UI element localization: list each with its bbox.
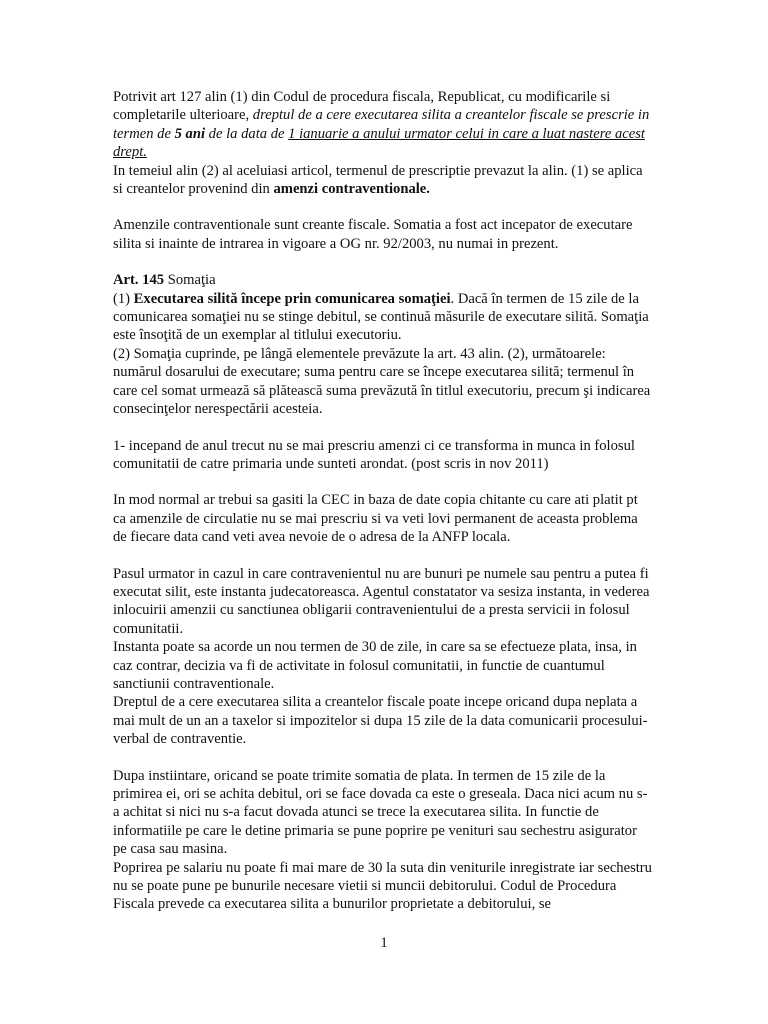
text-run: Potrivit art 127 alin (1) din Codul de procedura fiscala, Republicat, cu modificarile si completarile ulterioare, — [113, 89, 611, 124]
paragraph-cec-receipt: In mod normal ar trebui sa gasiti la CEC in baza de date copia chitante cu care ati platit pt ca amenzile de circulatie nu se mai prescriu si va veti lovi permanent de aceasta problema de fiecare data cand veti avea nevoie de o adresa de la ANFP locala. — [113, 492, 638, 546]
bold-term: amenzi contraventionale. — [273, 181, 430, 198]
paragraph-fiscal-claims: Amenzile contraventionale sunt creante fiscale. Somatia a fost act incepator de executare silita si inainte de intrarea in vigoare a OG nr. 92/2003, nu numai in prezent. — [113, 217, 633, 252]
text-run: (1) — [113, 290, 134, 307]
paragraph-prescription — [113, 162, 653, 199]
article-number: Art. 145 — [113, 272, 165, 289]
underlined-date: 1 ianuarie a anului urmator celui in care a luat nastere acest drept. — [113, 125, 645, 161]
article-title: Somaţia — [164, 272, 216, 289]
text-run: . Dacă în termen de 15 zile de la comunicarea somaţiei nu se stinge debitul, se continuă măsurile de executare silită. Somaţia este însoţită de un exemplar al titlului executoriu. — [113, 290, 649, 344]
article-paragraph-2: (2) Somaţia cuprinde, pe lângă elementele prevăzute la art. 43 alin. (2), următoarele: numărul dosarului de executare; suma pentru care se începe executarea silită; termenul în care cel somat urmează să plătească suma prevăzută în titlul executoriu, precum şi indicarea consecinţelor nerespectării acesteia. — [113, 345, 651, 418]
text-run: dreptul de a cere executarea silita a creantelor fiscale se prescrie in termen de — [113, 107, 650, 142]
spacer — [113, 419, 653, 437]
paragraph-notice: Dupa instiintare, oricand se poate trimite somatia de plata. In termen de 15 zile de la primirea ei, ori se achita debitul, ori se face dovada ca este o greseala. Daca nici acum nu s-a achitat si nici nu s-a facut dovada atunci se trece la executarea silita. In functie de informatiile pe care le detine primaria se pune poprire pe venituri sau sechestru asigurator pe casa sau masina. — [113, 767, 648, 858]
paragraph-enforcement-right: Dreptul de a cere executarea silita a creantelor fiscale poate incepe oricand dupa neplata a mai mult de un an a taxelor si impozitelor si dupa 15 zile de la data comunicarii procesului-verbal de contraventie. — [113, 694, 648, 748]
page-number: 1 — [380, 935, 388, 951]
text-run: In temeiul alin (2) al aceluiasi articol, termenul de prescriptie prevazut la alin. (1) se aplica si creantelor provenind din — [113, 162, 643, 198]
text-run: de la data de — [205, 125, 289, 142]
paragraph-new-term: Instanta poate sa acorde un nou termen de 30 de zile, in care sa se efectueze plata, insa, in caz contrar, decizia va fi de activitate in folosul comunitatii, in functie de cuantumul sanctiunii contraventionale. — [113, 639, 637, 692]
spacer — [113, 253, 653, 271]
paragraph-court-step: Pasul urmator in cazul in care contravenientul nu are bunuri pe numele sau pentru a putea fi executat silit, este instanta judecatoreasca. Agentul constatator va sesiza instanta, in vederea inlocuirii amenzii cu sanctiunea obligarii contravenientului de a presta servicii in folosul comunitatii. — [113, 565, 650, 637]
article-paragraph-1 — [113, 290, 653, 345]
bold-term: 5 ani — [174, 125, 206, 142]
spacer — [113, 198, 653, 216]
spacer — [113, 547, 653, 565]
paragraph-legal-basis — [113, 88, 653, 162]
paragraph-community-work: 1- incepand de anul trecut nu se mai prescriu amenzi ci ce transforma in munca in folosul comunitatii de catre primaria unde sunteti arondat. (post scris in nov 2011) — [113, 437, 635, 472]
paragraph-garnishment: Poprirea pe salariu nu poate fi mai mare de 30 la suta din veniturile inregistrate iar sechestru nu se poate pune pe bunurile necesare vietii si muncii debitorului. Codul de Procedura Fiscala prevede ca executarea silita a bunurilor proprietate a debitorului, se — [113, 859, 652, 913]
spacer — [113, 473, 653, 491]
document-body — [113, 88, 653, 914]
spacer — [113, 749, 653, 767]
bold-term: Executarea silită începe prin comunicarea somaţiei — [133, 290, 451, 307]
article-heading — [113, 271, 653, 289]
